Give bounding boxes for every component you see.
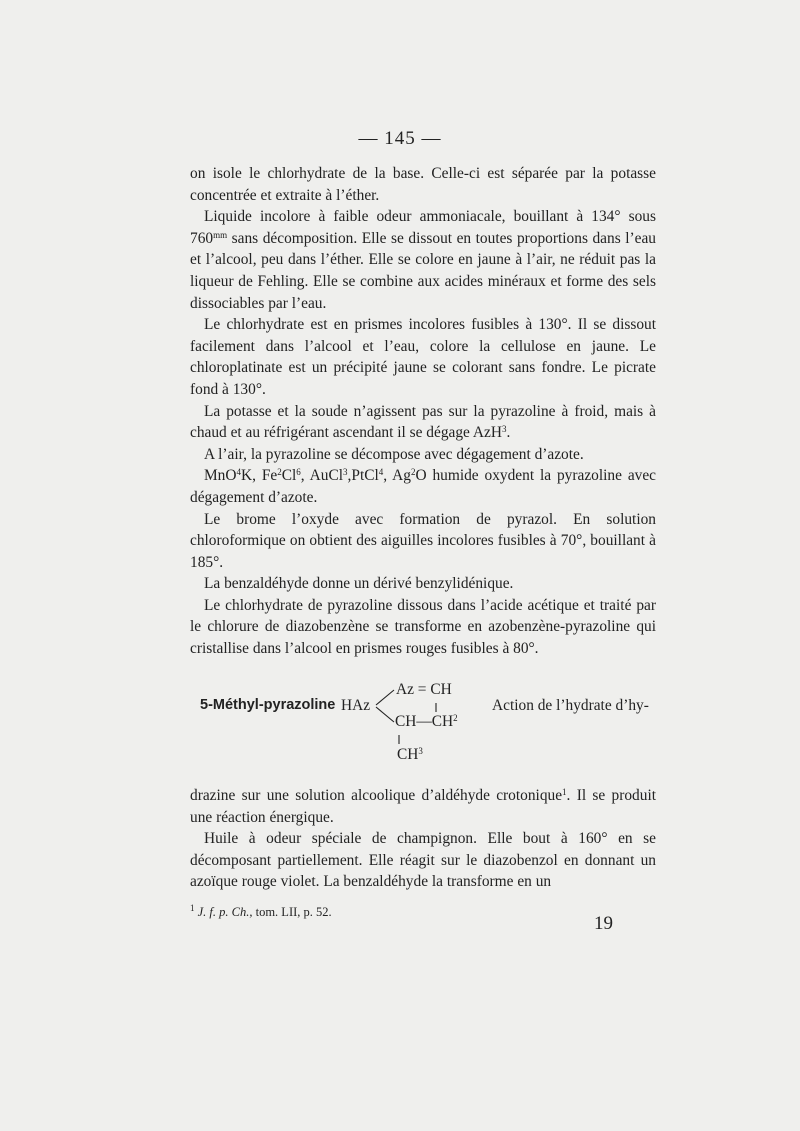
top-paragraph: Liquide incolore à faible odeur ammoniacale, bouillant à 134° sous $760^{mm}$ sans décomposition. Elle se dissout en toutes proportions dans l’eau et l’alcool, peu dans l’éther. Elle se colore en jaune à l’air, ne réduit pas la liqueur de Fehling. Elle se combine aux acides minéraux et forme des sels dissociables par l’eau.: [190, 208, 656, 312]
top-paragraph: Le chlorhydrate de pyrazoline dissous dans l’acide acétique et traité par le chlorure de diazobenzène se transforme en azobenzène-pyrazoline qui cristallise dans l’alcool en prismes rouges fusibles à 80°.: [190, 596, 656, 658]
signature-mark: 19: [594, 913, 613, 934]
footnote-marker: 1: [190, 903, 195, 913]
formula-row-1: Az = CH: [396, 681, 452, 698]
formula-haz: HAz: [341, 697, 371, 714]
footnote-source: J. f. p. Ch.,: [197, 905, 253, 919]
top-paragraph: Le chlorhydrate est en prismes incolores fusibles à 130°. Il se dissout facilement dans l’alcool et l’eau, colore la cellulose en jaune. Le chloroplatinate est un précipité jaune se colorant sans fondre. Le picrate fond à 130°.: [190, 316, 656, 398]
footnote-reference: tom. LII, p. 52.: [255, 905, 332, 919]
top-paragraph: La benzaldéhyde donne un dérivé benzylidénique.: [204, 575, 514, 593]
top-paragraph: on isole le chlorhydrate de la base. Celle-ci est séparée par la potasse concentrée et extraite à l’éther.: [190, 165, 656, 204]
body-text-top: [190, 163, 656, 660]
top-paragraph: La potasse et la soude n’agissent pas sur la pyrazoline à froid, mais à chaud et au réfrigérant ascendant il se dégage AzH$^3$.: [190, 402, 656, 442]
formula-action-text: Action de l’hydrate d’hy-: [492, 697, 649, 714]
formula-row-3: $CH^3$: [397, 746, 423, 763]
page-number: — 145 —: [358, 128, 442, 149]
bottom-paragraph: drazine sur une solution alcoolique d’aldéhyde crotonique$^1$. Il se produit une réaction énergique.: [190, 787, 656, 826]
footnote: [190, 905, 332, 920]
bottom-paragraph: Huile à odeur spéciale de champignon. Elle bout à 160° en se décomposant partiellement. Elle réagit sur le diazobenzol en donnant un azoïque rouge violet. La benzaldéhyde la transforme en un: [190, 830, 656, 891]
chemical-formula: [200, 676, 660, 776]
body-text-bottom: [190, 785, 656, 893]
top-paragraph: MnO$^4$K, Fe$^2$Cl$^6$, AuCl$^3$,PtCl$^4$, Ag$^2$O humide oxydent la pyrazoline avec dégagement d’azote.: [190, 467, 657, 506]
formula-row-2: $CH—CH^2$: [395, 713, 458, 730]
top-paragraph: A l’air, la pyrazoline se décompose avec dégagement d’azote.: [204, 445, 584, 463]
top-paragraph: Le brome l’oxyde avec formation de pyrazol. En solution chloroformique on obtient des aiguilles incolores fusibles à 70°, bouillant à 185°.: [190, 510, 656, 571]
compound-name: 5-Méthyl-pyrazoline: [200, 697, 336, 713]
